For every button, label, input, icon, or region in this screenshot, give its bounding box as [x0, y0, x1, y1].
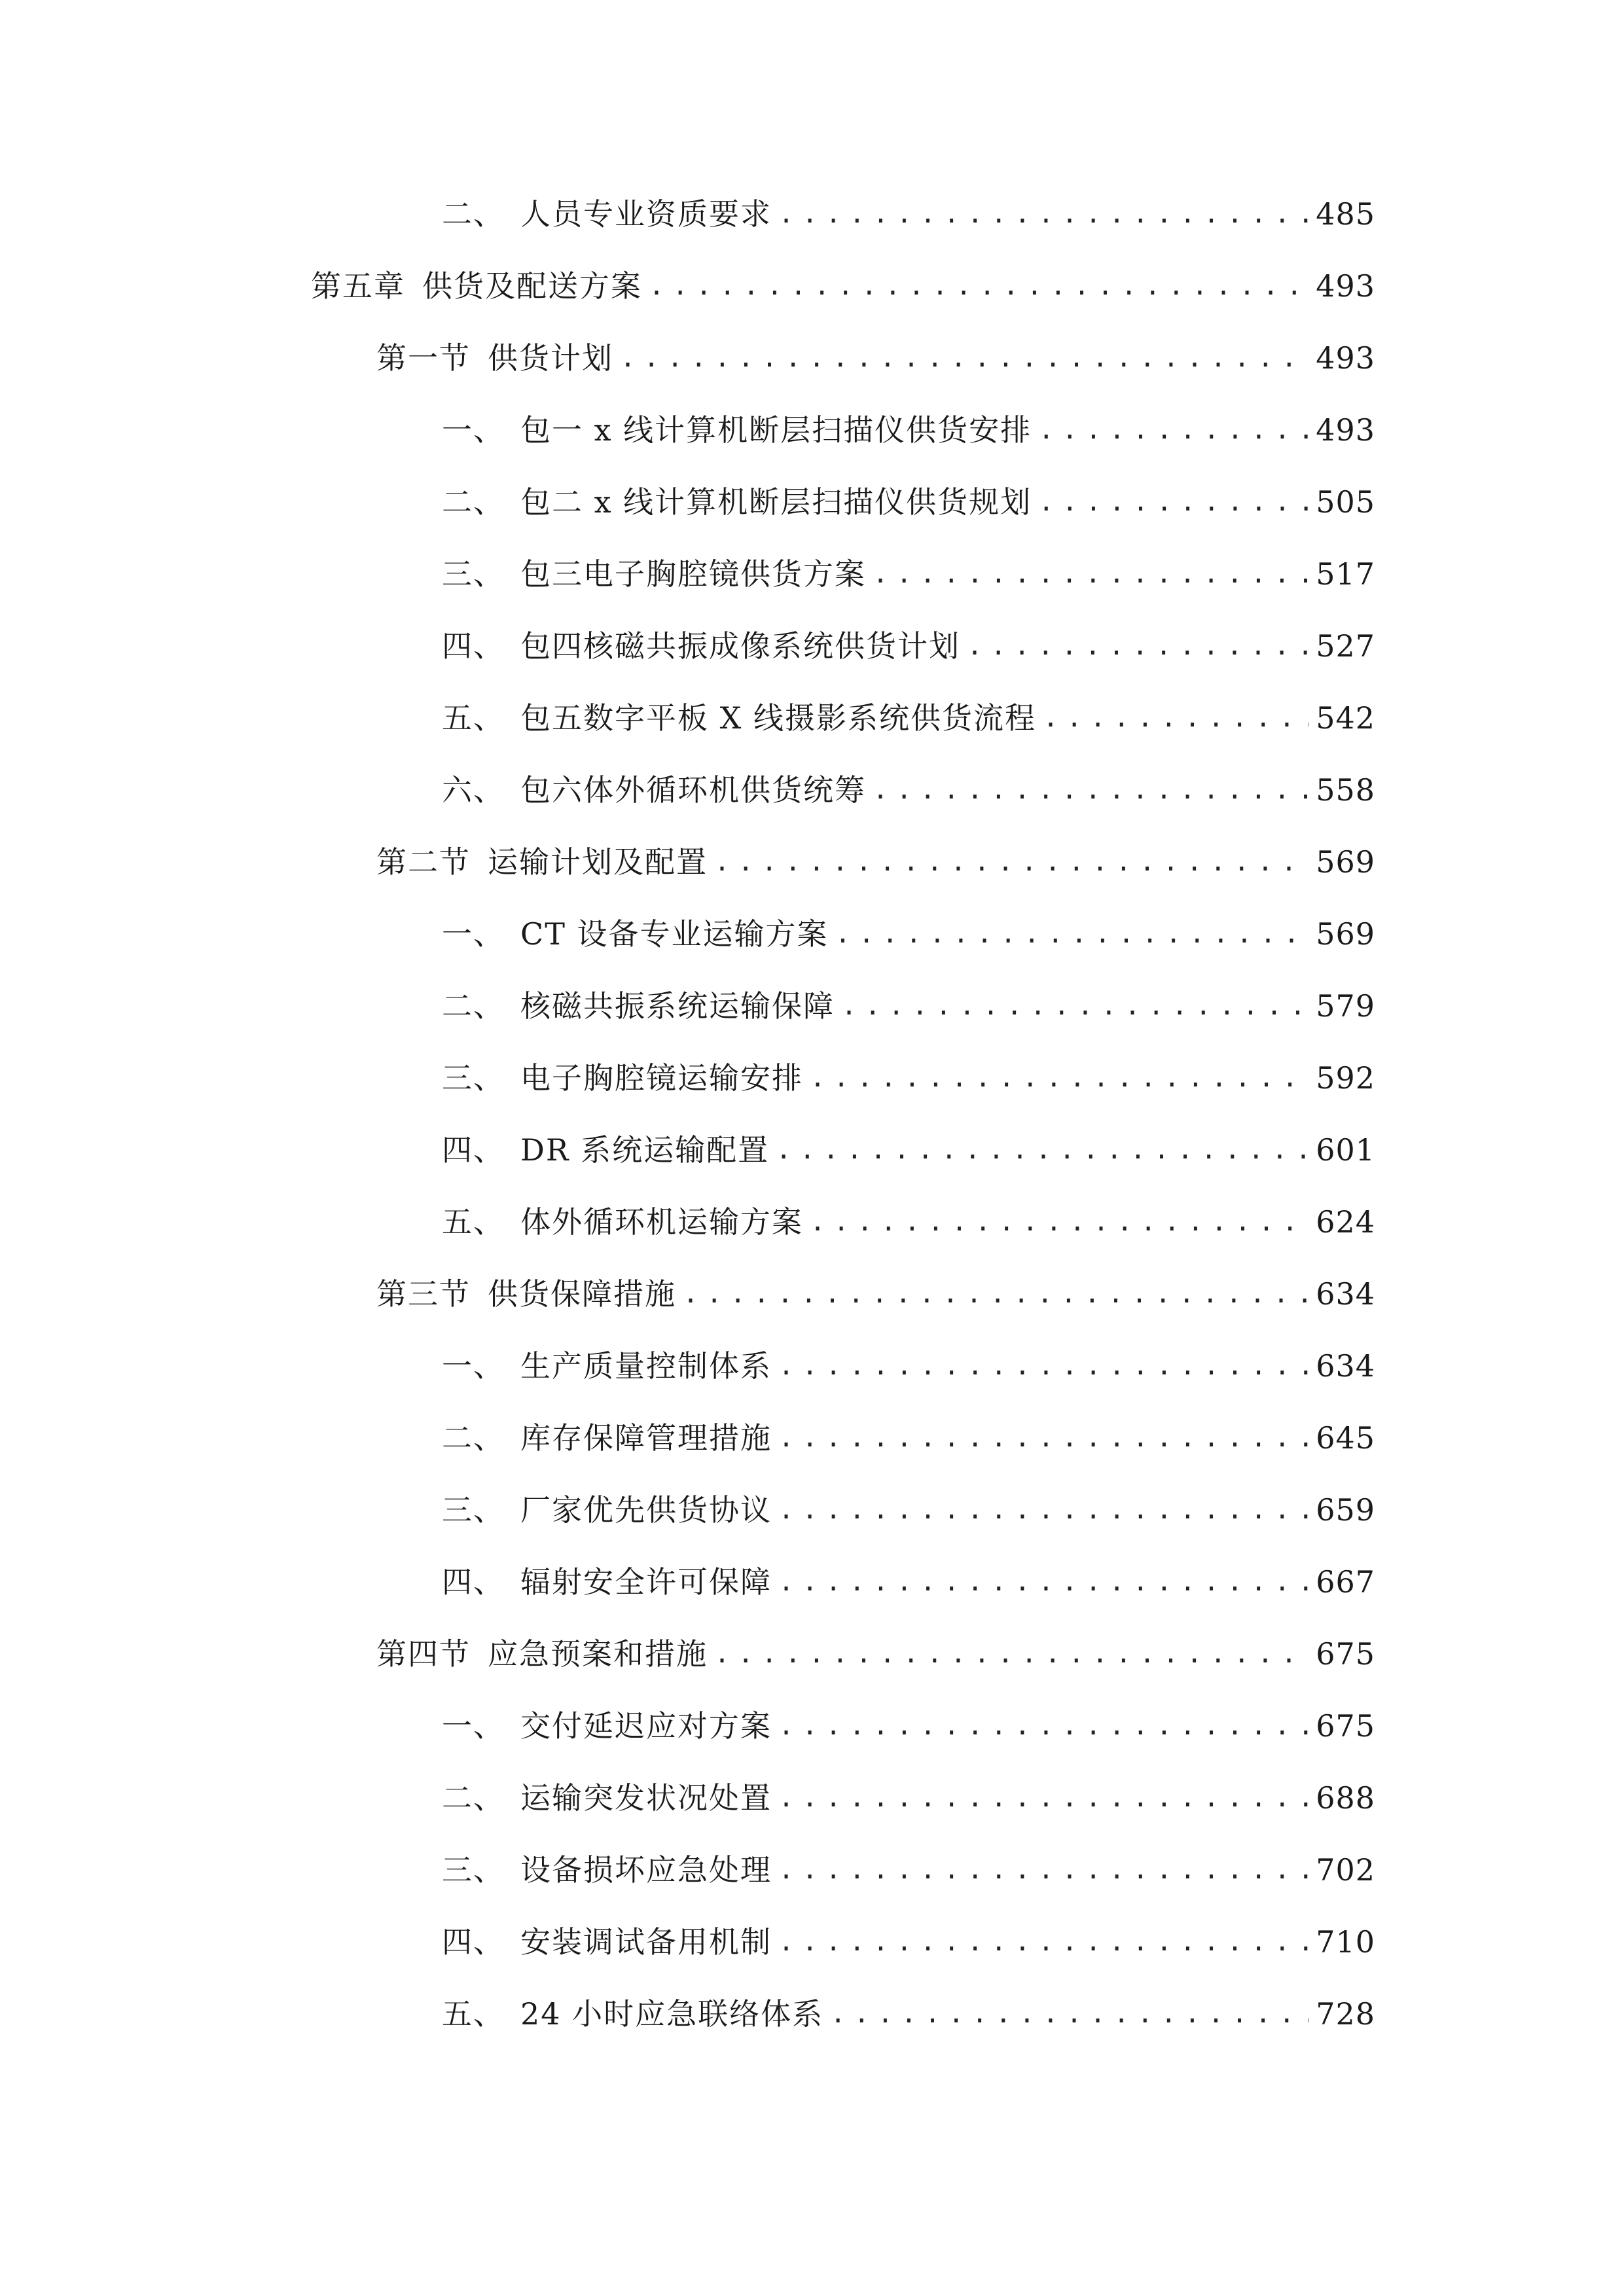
- toc-entry-title: 供货保障措施: [488, 1276, 676, 1312]
- toc-entry-title: 包五数字平板 X 线摄影系统供货流程: [520, 700, 1036, 736]
- toc-entry[interactable]: [311, 263, 1375, 309]
- toc-entry-page: 601: [1316, 1132, 1375, 1168]
- toc-entry[interactable]: [376, 335, 1375, 381]
- toc-entry-page: 569: [1316, 844, 1375, 880]
- toc-entry[interactable]: [442, 767, 1375, 813]
- toc-entry-page: 702: [1316, 1852, 1375, 1888]
- toc-entry-number: 二、: [442, 1420, 505, 1456]
- toc-dot-leader: [649, 263, 1309, 309]
- toc-entry[interactable]: [442, 1847, 1375, 1893]
- toc-dot-leader: [841, 983, 1309, 1029]
- toc-entry-page: 710: [1316, 1924, 1375, 1960]
- toc-entry[interactable]: [442, 551, 1375, 597]
- toc-entry-title: 体外循环机运输方案: [520, 1204, 803, 1240]
- toc-entry-title: 设备损坏应急处理: [520, 1852, 772, 1888]
- toc-entry[interactable]: [442, 1055, 1375, 1101]
- toc-entry-page: 728: [1316, 1996, 1375, 2032]
- toc-entry-page: 634: [1316, 1348, 1375, 1384]
- toc-dot-leader: [620, 335, 1309, 381]
- toc-entry-number: 二、: [442, 196, 505, 232]
- toc-entry-number: 五、: [442, 1996, 505, 2032]
- toc-entry-number: 四、: [442, 628, 505, 664]
- toc-dot-leader: [778, 1415, 1309, 1461]
- toc-dot-leader: [873, 767, 1309, 813]
- toc-entry-title: CT 设备专业运输方案: [520, 916, 829, 952]
- toc-entry-page: 558: [1316, 772, 1375, 808]
- toc-dot-leader: [810, 1199, 1309, 1245]
- toc-entry-number: 第二节: [376, 844, 471, 880]
- toc-entry[interactable]: [442, 1415, 1375, 1461]
- toc-entry-number: 四、: [442, 1564, 505, 1600]
- toc-dot-leader: [967, 623, 1309, 669]
- toc-entry-page: 485: [1316, 196, 1375, 232]
- toc-entry-page: 493: [1316, 268, 1375, 304]
- toc-entry-page: 542: [1316, 700, 1375, 736]
- toc-entry-number: 二、: [442, 1780, 505, 1816]
- toc-entry[interactable]: [376, 1271, 1375, 1317]
- toc-entry[interactable]: [442, 1775, 1375, 1821]
- toc-entry-title: 24 小时应急联络体系: [520, 1996, 824, 2032]
- toc-entry-title: 包二 x 线计算机断层扫描仪供货规划: [520, 484, 1032, 520]
- toc-entry-page: 634: [1316, 1276, 1375, 1312]
- toc-entry-page: 493: [1316, 412, 1375, 448]
- toc-entry-page: 667: [1316, 1564, 1375, 1600]
- toc-entry-number: 第五章: [311, 268, 405, 304]
- toc-entry[interactable]: [442, 695, 1375, 741]
- toc-dot-leader: [778, 1775, 1309, 1821]
- toc-entry-title: 生产质量控制体系: [520, 1348, 772, 1384]
- toc-dot-leader: [835, 911, 1310, 957]
- toc-dot-leader: [1038, 479, 1309, 525]
- toc-entry[interactable]: [442, 479, 1375, 525]
- toc-entry-title: 应急预案和措施: [488, 1636, 708, 1672]
- toc-entry-page: 569: [1316, 916, 1375, 952]
- toc-dot-leader: [776, 1127, 1309, 1173]
- toc-entry-title: 电子胸腔镜运输安排: [520, 1060, 803, 1096]
- toc-entry-number: 第三节: [376, 1276, 471, 1312]
- toc-entry-title: 辐射安全许可保障: [520, 1564, 772, 1600]
- toc-entry-number: 第四节: [376, 1636, 471, 1672]
- toc-entry[interactable]: [442, 1703, 1375, 1749]
- toc-entry-number: 一、: [442, 1348, 505, 1384]
- toc-entry-title: 运输计划及配置: [488, 844, 708, 880]
- toc-entry-title: 包六体外循环机供货统筹: [520, 772, 866, 808]
- toc-entry[interactable]: [442, 1559, 1375, 1605]
- toc-entry-title: 人员专业资质要求: [520, 196, 772, 232]
- toc-entry-page: 659: [1316, 1492, 1375, 1528]
- toc-entry-page: 493: [1316, 340, 1375, 376]
- toc-dot-leader: [830, 1991, 1309, 2037]
- toc-dot-leader: [778, 191, 1309, 237]
- toc-entry-page: 517: [1316, 556, 1375, 592]
- toc-entry[interactable]: [442, 1127, 1375, 1173]
- toc-entry-title: 核磁共振系统运输保障: [520, 988, 835, 1024]
- toc-dot-leader: [714, 839, 1309, 885]
- toc-entry-title: 厂家优先供货协议: [520, 1492, 772, 1528]
- toc-dot-leader: [1038, 407, 1309, 453]
- toc-entry-number: 一、: [442, 412, 505, 448]
- toc-entry-number: 五、: [442, 700, 505, 736]
- toc-entry-page: 527: [1316, 628, 1375, 664]
- toc-entry-page: 675: [1316, 1708, 1375, 1744]
- toc-entry-number: 三、: [442, 1852, 505, 1888]
- toc-entry-page: 645: [1316, 1420, 1375, 1456]
- toc-entry-number: 四、: [442, 1132, 505, 1168]
- toc-dot-leader: [810, 1055, 1309, 1101]
- toc-entry-page: 579: [1316, 988, 1375, 1024]
- toc-entry[interactable]: [442, 983, 1375, 1029]
- toc-dot-leader: [778, 1703, 1309, 1749]
- toc-entry-title: 安装调试备用机制: [520, 1924, 772, 1960]
- toc-entry[interactable]: [442, 191, 1375, 237]
- toc-entry-title: 供货计划: [488, 340, 613, 376]
- toc-entry[interactable]: [442, 1991, 1375, 2037]
- toc-entry-title: 运输突发状况处置: [520, 1780, 772, 1816]
- toc-entry-number: 一、: [442, 1708, 505, 1744]
- toc-dot-leader: [778, 1919, 1309, 1965]
- toc-entry-number: 一、: [442, 916, 505, 952]
- toc-entry-number: 三、: [442, 556, 505, 592]
- toc-entry[interactable]: [376, 1631, 1375, 1677]
- toc-entry-number: 二、: [442, 988, 505, 1024]
- toc-entry-title: 包三电子胸腔镜供货方案: [520, 556, 866, 592]
- toc-entry[interactable]: [442, 623, 1375, 669]
- toc-entry-title: 包一 x 线计算机断层扫描仪供货安排: [520, 412, 1032, 448]
- toc-dot-leader: [714, 1631, 1309, 1677]
- toc-entry-number: 第一节: [376, 340, 471, 376]
- toc-entry-page: 688: [1316, 1780, 1375, 1816]
- toc-entry-number: 六、: [442, 772, 505, 808]
- toc-entry-number: 二、: [442, 484, 505, 520]
- toc-entry[interactable]: [442, 1199, 1375, 1245]
- toc-entry[interactable]: [442, 407, 1375, 453]
- toc-entry-title: 交付延迟应对方案: [520, 1708, 772, 1744]
- toc-entry[interactable]: [442, 1343, 1375, 1389]
- toc-entry-page: 592: [1316, 1060, 1375, 1096]
- toc-dot-leader: [1043, 695, 1309, 741]
- toc-entry-title: 库存保障管理措施: [520, 1420, 772, 1456]
- toc-entry-number: 四、: [442, 1924, 505, 1960]
- toc-dot-leader: [778, 1559, 1309, 1605]
- toc-dot-leader: [778, 1847, 1309, 1893]
- toc-entry-title: 包四核磁共振成像系统供货计划: [520, 628, 960, 664]
- toc-dot-leader: [873, 551, 1309, 597]
- toc-entry[interactable]: [442, 911, 1375, 957]
- toc-entry-page: 624: [1316, 1204, 1375, 1240]
- toc-entry-number: 三、: [442, 1492, 505, 1528]
- toc-dot-leader: [683, 1271, 1309, 1317]
- toc-dot-leader: [778, 1343, 1309, 1389]
- toc-entry-page: 505: [1316, 484, 1375, 520]
- toc-entry-number: 五、: [442, 1204, 505, 1240]
- toc-entry-title: DR 系统运输配置: [520, 1132, 770, 1168]
- toc-entry-page: 675: [1316, 1636, 1375, 1672]
- toc-entry[interactable]: [442, 1487, 1375, 1533]
- toc-entry-title: 供货及配送方案: [422, 268, 642, 304]
- toc-entry[interactable]: [376, 839, 1375, 885]
- toc-entry-number: 三、: [442, 1060, 505, 1096]
- toc-entry[interactable]: [442, 1919, 1375, 1965]
- toc-dot-leader: [778, 1487, 1309, 1533]
